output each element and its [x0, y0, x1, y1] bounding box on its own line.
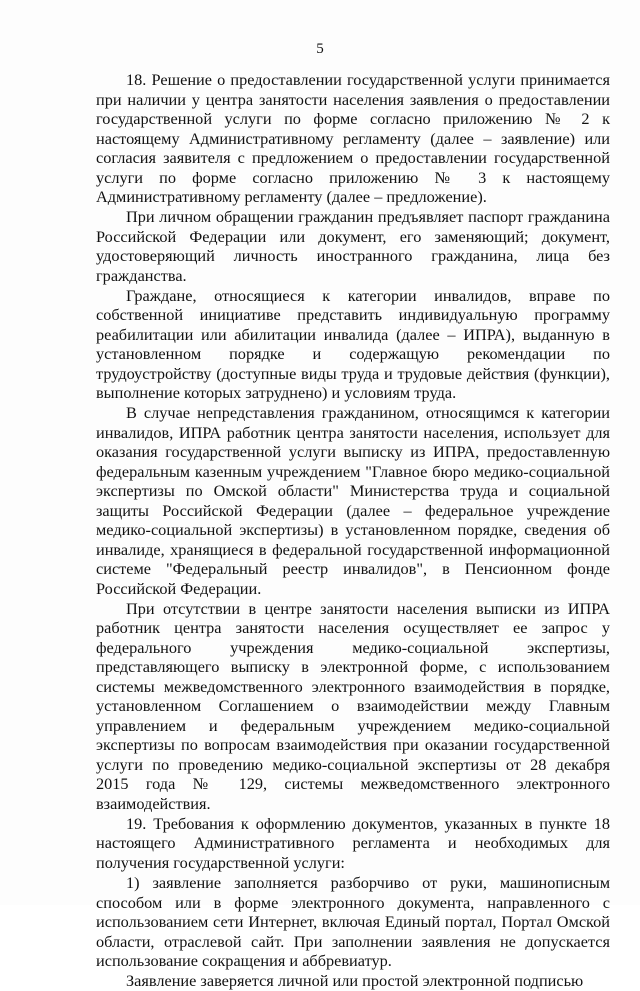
paragraph-19-item-1: 1) заявление заполняется разборчиво от руки, машинописным способом или в форме электронного документа, направленного с использованием сети Интернет, включая Единый портал, Портал Омской области, отраслевой сайт. При заполнении заявления не допускается использование сокращения и аббревиатур.: [96, 873, 610, 971]
paragraph-ipra-absent: В случае непредставления гражданином, относящимся к категории инвалидов, ИПРА работник центра занятости населения, использует для оказания государственной услуги выписку из ИПРА, предоставленную федеральным казенным учреждением "Главное бюро медико-социальной экспертизы по Омской области" Министерства труда и социальной защиты Российской Федерации (далее – федеральное учреждение медико-социальной экспертизы) в установленном порядке, сведения об инвалиде, хранящиеся в федеральной государственной информационной системе "Федеральный реестр инвалидов", в Пенсионном фонде Российской Федерации.: [96, 403, 610, 598]
page-number: 5: [316, 41, 324, 57]
paragraph-18: 18. Решение о предоставлении государственной услуги принимается при наличии у центра занятости населения заявления о предоставлении государственной услуги по форме согласно приложению № 2 к настоящему Административному регламенту (далее – заявление) или согласия заявителя с предложением о предоставлении государственной услуги по форме согласно приложению № 3 к настоящему Административному регламенту (далее – предложение).: [96, 70, 610, 206]
paragraph-passport: При личном обращении гражданин предъявляет паспорт гражданина Российской Федерации или документ, его заменяющий; документ, удостоверяющий личность иностранного гражданина, лица без гражданства.: [96, 207, 610, 285]
paragraph-ipra: Граждане, относящиеся к категории инвалидов, вправе по собственной инициативе представить индивидуальную программу реабилитации или абилитации инвалида (далее – ИПРА), выданную в установленном порядке и содержащую рекомендации по трудоустройству (доступные виды труда и трудовые действия (функции), выполнение которых затруднено) и условиям труда.: [96, 285, 610, 403]
paragraph-signature: Заявление заверяется личной или простой электронной подписью: [126, 971, 584, 991]
paragraph-ipra-request: При отсутствии в центре занятости населения выписки из ИПРА работник центра занятости населения осуществляет ее запрос у федерального учреждения медико-социальной экспертизы, представляющего выписку в электронной форме, с использованием системы межведомственного электронного взаимодействия в порядке, установленном Соглашением о взаимодействии между Главным управлением и федеральным учреждением медико-социальной экспертизы по вопросам взаимодействия при оказании государственной услуги по проведению медико-социальной экспертизы от 28 декабря 2015 года № 129, системы межведомственного электронного взаимодействия.: [96, 598, 610, 813]
document-body: [96, 70, 610, 991]
paragraph-19: 19. Требования к оформлению документов, указанных в пункте 18 настоящего Административного регламента и необходимых для получения государственной услуги:: [96, 813, 610, 872]
